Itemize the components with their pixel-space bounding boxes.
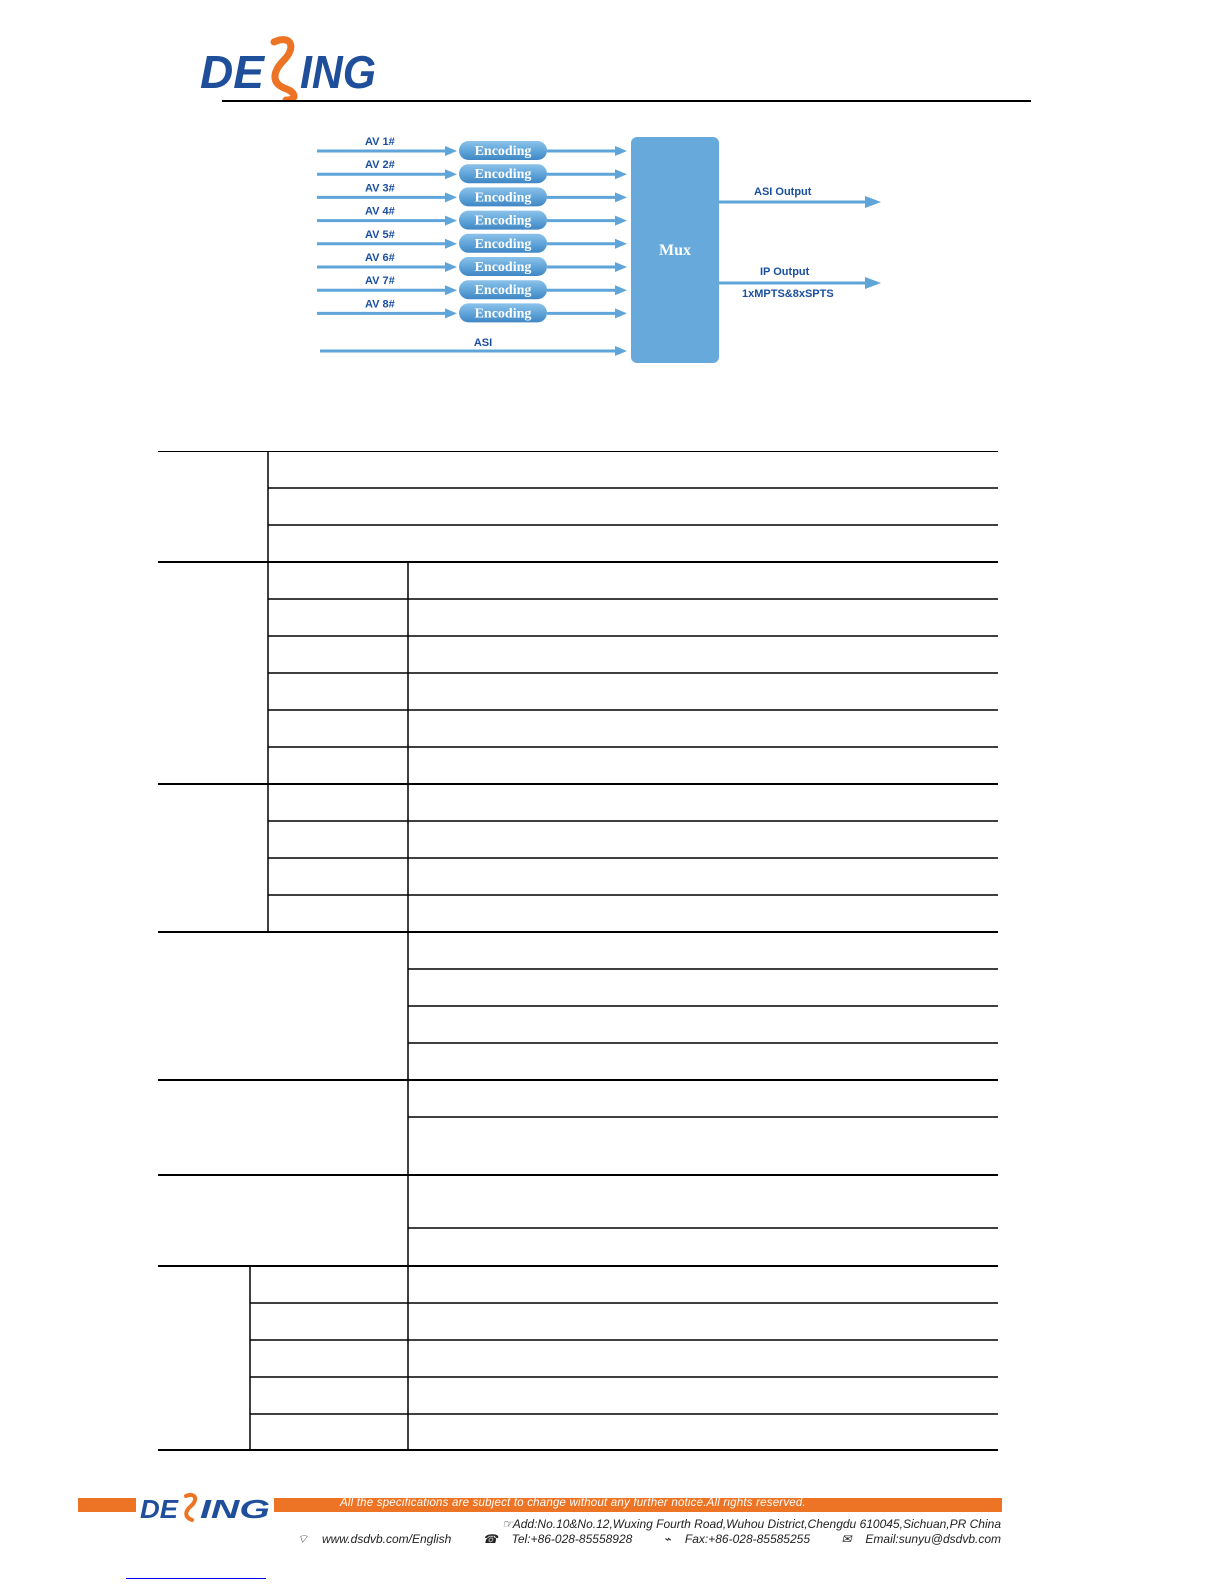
- input-row: [317, 229, 627, 253]
- input-label: AV 6#: [365, 252, 395, 264]
- brand-logo: [200, 30, 380, 102]
- footer-contacts: [269, 1532, 1001, 1547]
- fax: ⌁ Fax:+86-028-85585255: [663, 1532, 811, 1546]
- ip-output-label: IP Output: [760, 266, 810, 278]
- mail-icon: ✉: [841, 1532, 852, 1546]
- link-underline: [126, 1578, 266, 1579]
- block-diagram: [305, 125, 905, 385]
- fax-icon: ⌁: [663, 1532, 671, 1546]
- email[interactable]: ✉ Email:sunyu@dsdvb.com: [841, 1532, 1001, 1546]
- mux-label: Mux: [659, 242, 691, 259]
- encoder-label: Encoding: [474, 283, 532, 299]
- asi-input-row: [320, 337, 627, 356]
- input-row: [317, 252, 627, 276]
- svg-text:ING: ING: [300, 46, 376, 98]
- encoder-label: Encoding: [474, 236, 532, 252]
- input-row: [317, 136, 627, 160]
- asi-output-label: ASI Output: [754, 186, 812, 198]
- ip-output: [719, 266, 881, 300]
- phone-icon: ☎: [482, 1532, 498, 1546]
- address-icon: ☞: [501, 1517, 513, 1531]
- telephone: ☎ Tel:+86-028-85558928: [482, 1532, 633, 1546]
- input-row: [317, 298, 627, 322]
- svg-text:DE: DE: [200, 46, 266, 98]
- svg-text:DE: DE: [140, 1494, 179, 1524]
- ip-output-detail: 1xMPTS&8xSPTS: [742, 288, 834, 300]
- page-footer: [0, 1490, 1225, 1585]
- header-rule: [222, 100, 1031, 102]
- spec-table: [158, 451, 998, 1451]
- address-text: Add:No.10&No.12,Wuxing Fourth Road,Wuhou District,Chengdu 610045,Sichuan,PR China: [512, 1517, 1001, 1531]
- input-label: AV 8#: [365, 298, 395, 311]
- input-row: [317, 275, 627, 299]
- footer-logo: [136, 1490, 276, 1524]
- encoder-label: Encoding: [474, 213, 532, 229]
- input-label: AV 2#: [365, 159, 395, 172]
- input-label: AV 4#: [365, 205, 395, 218]
- wifi-icon: ⌔: [296, 1532, 308, 1546]
- website[interactable]: ⌔ www.dsdvb.com/English: [296, 1532, 452, 1546]
- footer-address: [502, 1517, 1001, 1531]
- encoder-label: Encoding: [474, 260, 532, 275]
- input-row: [317, 182, 627, 206]
- asi-input-label: ASI: [473, 337, 493, 349]
- input-label: AV 7#: [365, 275, 395, 288]
- input-row: [317, 159, 627, 183]
- svg-text:ING: ING: [200, 1494, 270, 1524]
- encoder-label: Encoding: [474, 167, 532, 183]
- asi-output: [719, 186, 881, 208]
- encoder-label: Encoding: [474, 306, 532, 322]
- input-label: AV 5#: [365, 228, 395, 241]
- footer-notice: All the specifications are subject to change without any further notice.All rights reserved.: [340, 1497, 806, 1509]
- encoder-label: Encoding: [474, 190, 532, 206]
- input-label: AV 3#: [365, 182, 395, 195]
- input-label: AV 1#: [365, 136, 395, 148]
- encoder-label: Encoding: [474, 144, 532, 159]
- input-row: [317, 206, 627, 230]
